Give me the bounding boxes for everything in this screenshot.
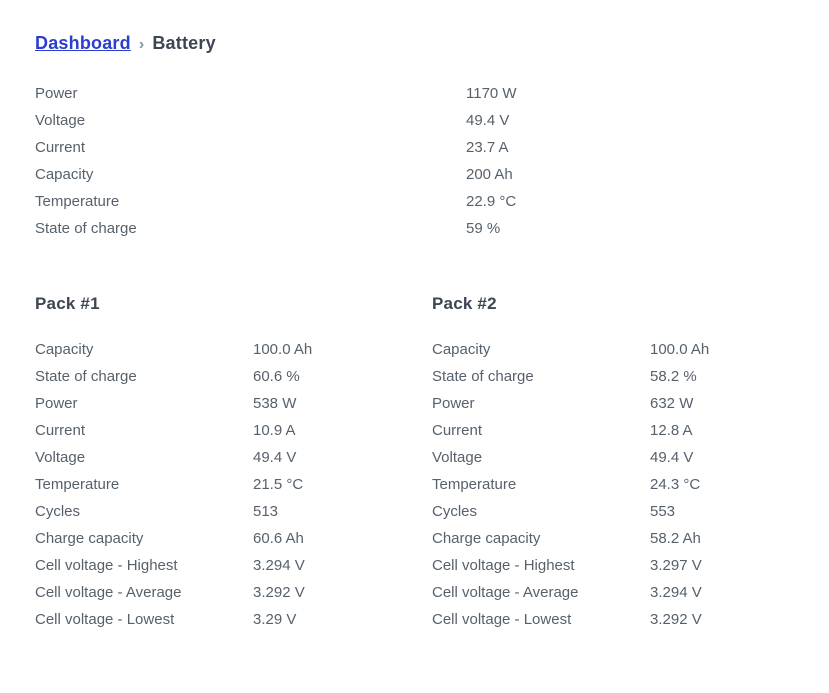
- row-value: 59 %: [466, 220, 501, 237]
- row-label: Voltage: [432, 449, 483, 466]
- row-label: Cell voltage - Highest: [35, 557, 178, 574]
- row-value: 3.294 V: [650, 584, 702, 601]
- data-row: [35, 188, 829, 215]
- row-label: Power: [35, 85, 78, 102]
- pack-1-table: [35, 336, 432, 633]
- row-value: 49.4 V: [253, 449, 297, 466]
- row-value: 200 Ah: [466, 166, 513, 183]
- row-label: Power: [432, 395, 475, 412]
- pack-2-section: [432, 294, 829, 633]
- row-value: 513: [253, 503, 279, 520]
- row-value: 23.7 A: [466, 139, 509, 156]
- row-label: Charge capacity: [35, 530, 144, 547]
- row-label: State of charge: [35, 220, 137, 237]
- row-label: Cell voltage - Average: [432, 584, 579, 601]
- data-row: [35, 444, 432, 471]
- data-row: [432, 336, 829, 363]
- row-value: 58.2 Ah: [650, 530, 701, 547]
- row-value: 21.5 °C: [253, 476, 304, 493]
- data-row: [432, 444, 829, 471]
- data-row: [432, 363, 829, 390]
- row-label: Voltage: [35, 112, 86, 129]
- data-row: [35, 471, 432, 498]
- row-value: 100.0 Ah: [253, 341, 313, 358]
- row-label: Voltage: [35, 449, 86, 466]
- data-row: [35, 363, 432, 390]
- row-value: 24.3 °C: [650, 476, 701, 493]
- row-label: Cycles: [35, 503, 81, 520]
- pack-1-title: Pack #1: [35, 294, 100, 313]
- data-row: [35, 498, 432, 525]
- row-label: Current: [35, 139, 86, 156]
- data-row: [35, 579, 432, 606]
- data-row: [432, 525, 829, 552]
- row-value: 100.0 Ah: [650, 341, 710, 358]
- data-row: [432, 390, 829, 417]
- row-label: Cell voltage - Average: [35, 584, 182, 601]
- row-label: Current: [35, 422, 86, 439]
- row-label: Capacity: [432, 341, 491, 358]
- data-row: [432, 579, 829, 606]
- row-value: 12.8 A: [650, 422, 693, 439]
- row-value: 632 W: [650, 395, 694, 412]
- row-label: Temperature: [35, 476, 120, 493]
- row-value: 10.9 A: [253, 422, 296, 439]
- row-value: 22.9 °C: [466, 193, 517, 210]
- row-value: 60.6 %: [253, 368, 300, 385]
- row-value: 60.6 Ah: [253, 530, 304, 547]
- row-label: Capacity: [35, 166, 94, 183]
- pack-1-section: [35, 294, 432, 633]
- breadcrumb-separator-icon: ›: [138, 36, 145, 53]
- row-value: 58.2 %: [650, 368, 697, 385]
- row-label: Cell voltage - Lowest: [35, 611, 175, 628]
- row-value: 1170 W: [466, 85, 517, 102]
- row-label: Cycles: [432, 503, 478, 520]
- row-label: Temperature: [35, 193, 120, 210]
- data-row: [35, 161, 829, 188]
- row-value: 3.29 V: [253, 611, 297, 628]
- data-row: [35, 552, 432, 579]
- row-value: 49.4 V: [466, 112, 510, 129]
- row-label: Temperature: [432, 476, 517, 493]
- data-row: [35, 606, 432, 633]
- row-label: Power: [35, 395, 78, 412]
- pack-2-table: [432, 336, 829, 633]
- breadcrumb-current-page: Battery: [152, 33, 216, 53]
- row-value: 49.4 V: [650, 449, 694, 466]
- row-value: 3.297 V: [650, 557, 702, 574]
- row-value: 538 W: [253, 395, 297, 412]
- row-label: Current: [432, 422, 483, 439]
- row-value: 3.292 V: [650, 611, 702, 628]
- data-row: [432, 552, 829, 579]
- data-row: [432, 417, 829, 444]
- data-row: [35, 336, 432, 363]
- data-row: [35, 417, 432, 444]
- data-row: [35, 390, 432, 417]
- row-label: Cell voltage - Highest: [432, 557, 575, 574]
- data-row: [35, 215, 829, 242]
- row-label: Capacity: [35, 341, 94, 358]
- row-label: Cell voltage - Lowest: [432, 611, 572, 628]
- row-label: State of charge: [432, 368, 534, 385]
- data-row: [432, 471, 829, 498]
- row-value: 553: [650, 503, 676, 520]
- pack-2-title: Pack #2: [432, 294, 497, 313]
- breadcrumb-dashboard-link[interactable]: Dashboard: [35, 33, 131, 53]
- data-row: [432, 606, 829, 633]
- row-label: State of charge: [35, 368, 137, 385]
- data-row: [35, 107, 829, 134]
- breadcrumb: [35, 33, 829, 54]
- packs-section: [35, 294, 829, 633]
- row-label: Charge capacity: [432, 530, 541, 547]
- data-row: [35, 80, 829, 107]
- row-value: 3.294 V: [253, 557, 305, 574]
- data-row: [35, 134, 829, 161]
- data-row: [35, 525, 432, 552]
- battery-summary-table: [35, 80, 829, 242]
- data-row: [432, 498, 829, 525]
- row-value: 3.292 V: [253, 584, 305, 601]
